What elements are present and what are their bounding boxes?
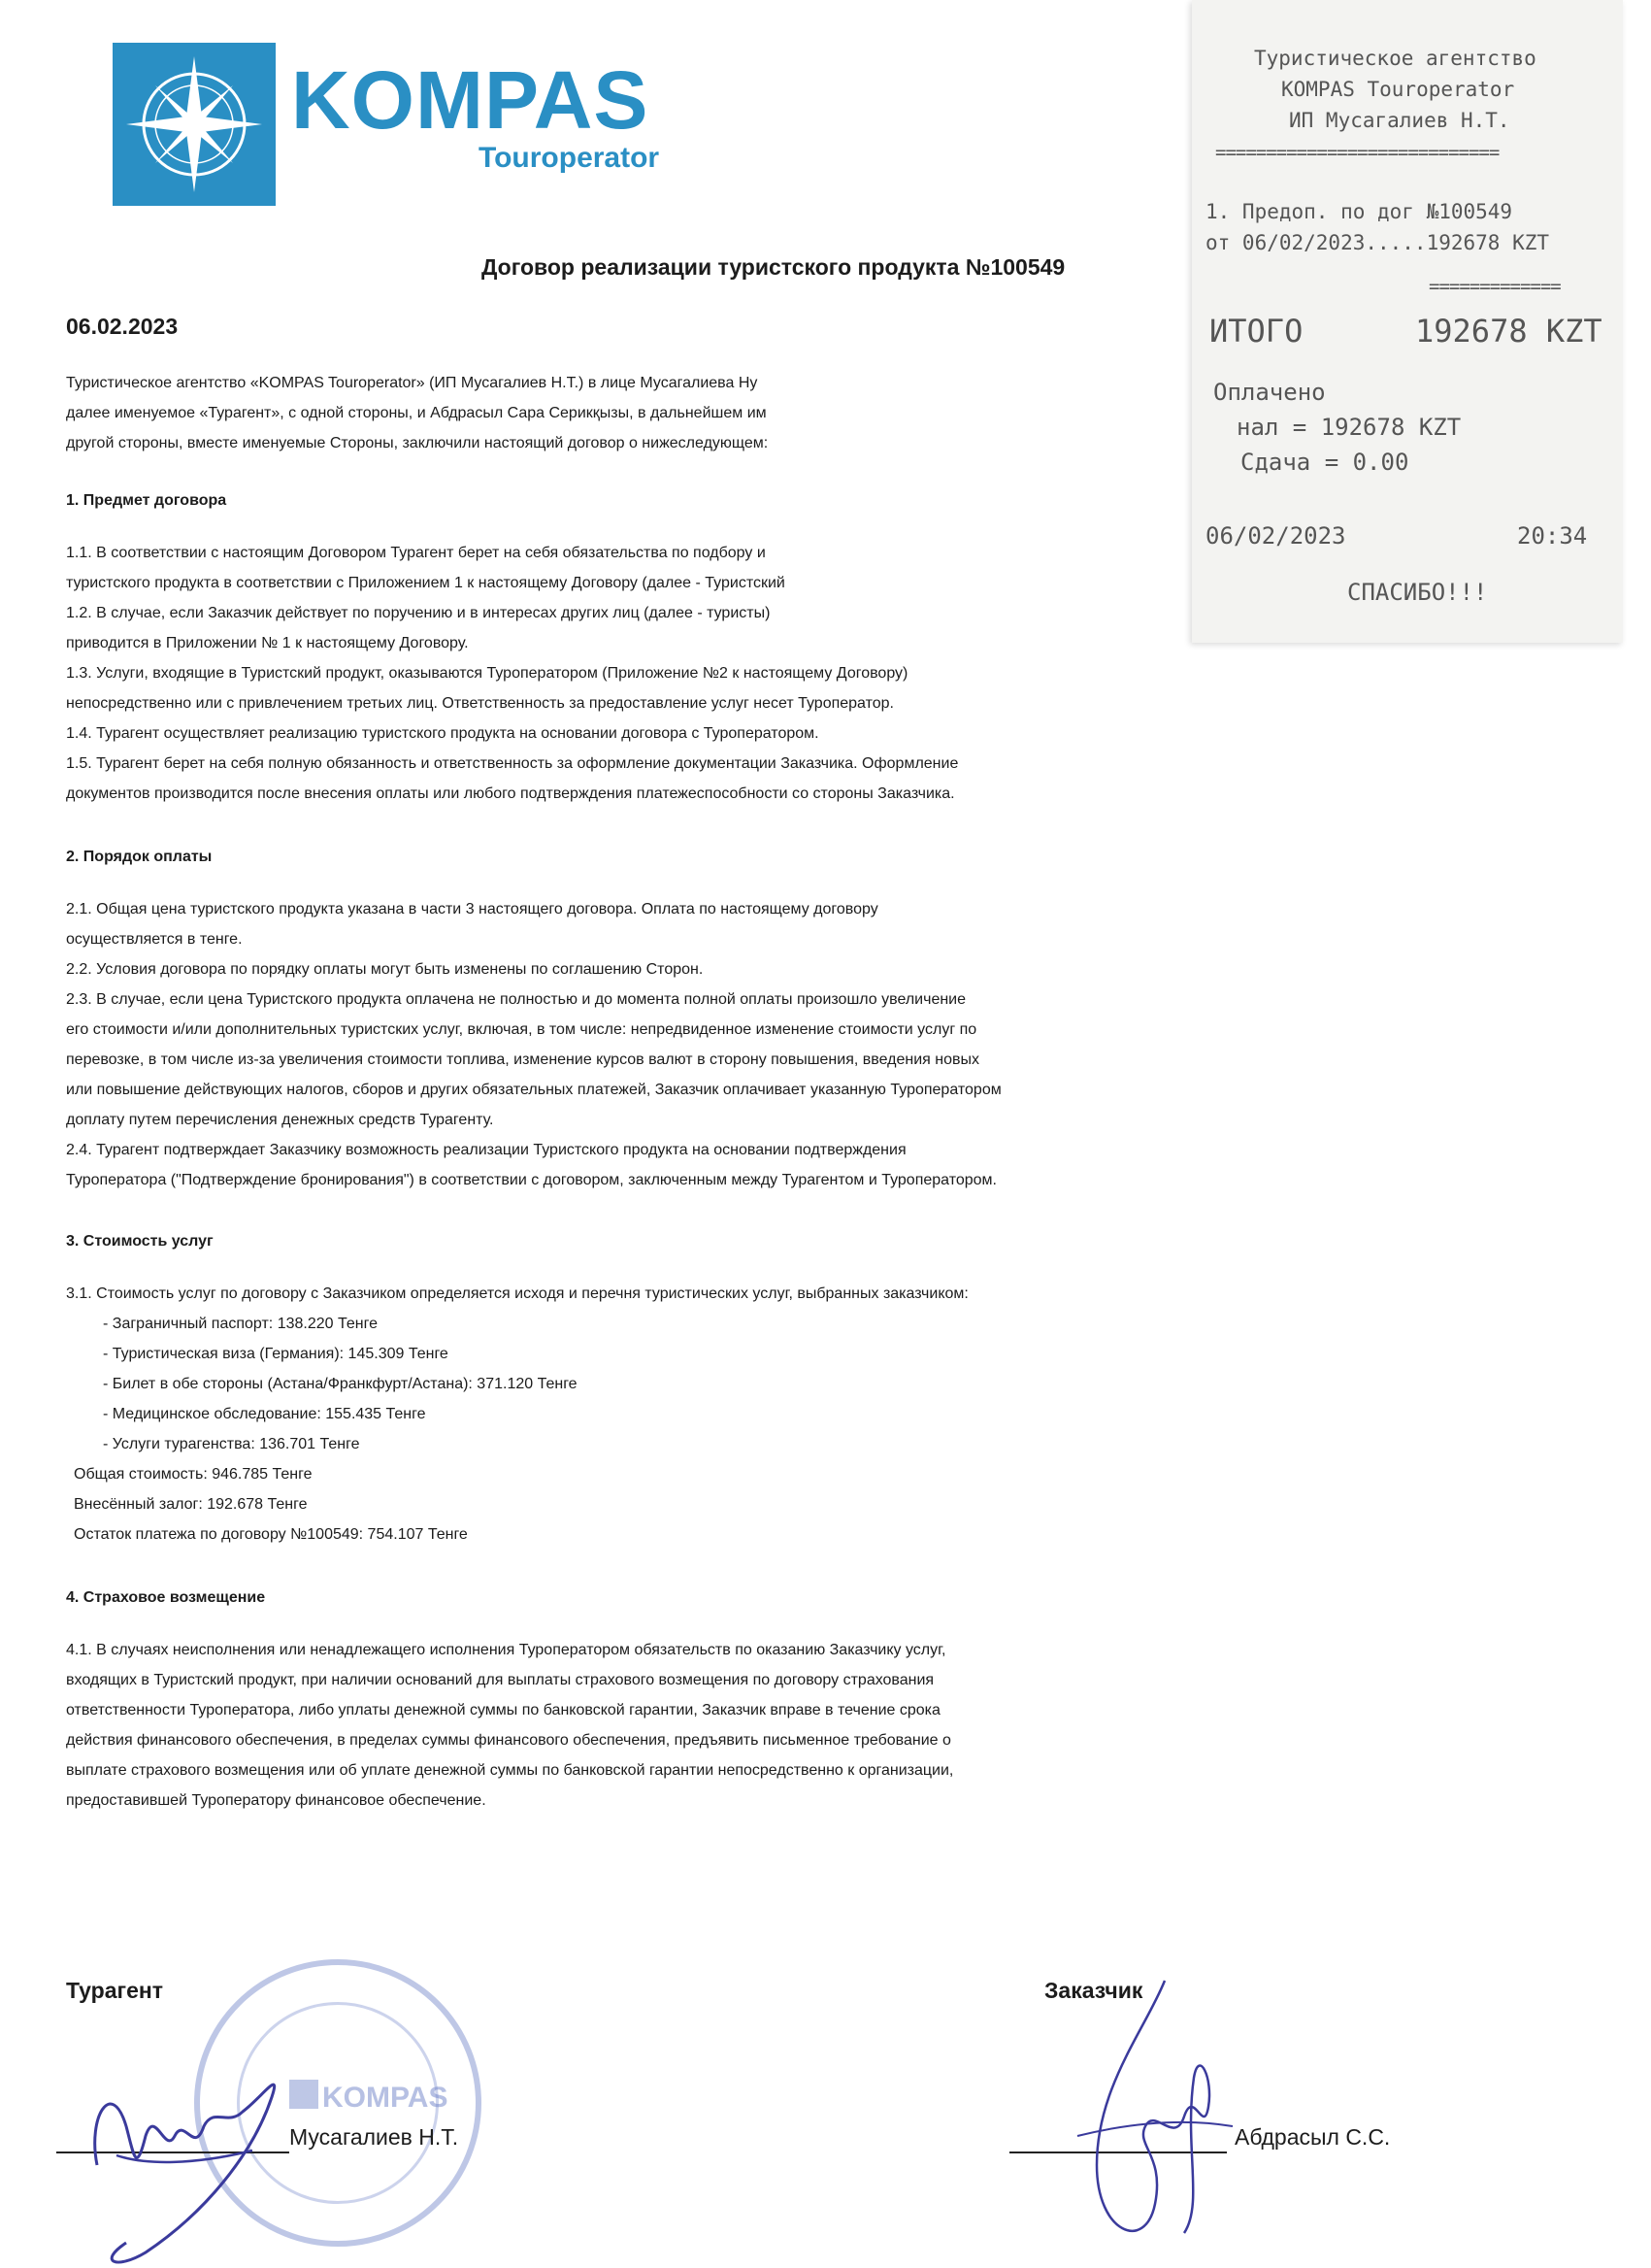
section-line: 3.1. Стоимость услуг по договору с Заказчиком определяется исходя и перечня туристических услуг, выбранных заказчиком: xyxy=(66,1285,969,1302)
section-line: документов производится после внесения оплаты или любого подтверждения платежеспособности со стороны Заказчика. xyxy=(66,785,955,802)
receipt-change: Сдача = 0.00 xyxy=(1240,449,1409,476)
section-line: действия финансового обеспечения, в пределах суммы финансового обеспечения, предъявить письменное требование о xyxy=(66,1732,951,1749)
cost-item: - Заграничный паспорт: 138.220 Тенге xyxy=(103,1316,378,1332)
intro-line: другой стороны, вместе именуемые Стороны, заключили настоящий договор о нижеследующем: xyxy=(66,435,769,451)
intro-line: Туристическое агентство «KOMPAS Touroperator» (ИП Мусагалиев Н.Т.) в лице Мусагалиева Ну xyxy=(66,375,758,391)
document-date: 06.02.2023 xyxy=(66,314,179,339)
cost-item: - Билет в обе стороны (Астана/Франкфурт/Астана): 371.120 Тенге xyxy=(103,1376,578,1392)
receipt-company: KOMPAS Touroperator xyxy=(1281,78,1515,101)
receipt-separator: ============================ xyxy=(1215,142,1500,163)
receipt-agency: Туристическое агентство xyxy=(1254,47,1536,70)
section-line: 1.4. Турагент осуществляет реализацию туристского продукта на основании договора с Туроператором. xyxy=(66,725,819,742)
document-title: Договор реализации туристского продукта №100549 xyxy=(481,254,1066,280)
receipt-total-value: 192678 KZT xyxy=(1415,313,1602,350)
section-line: 2.4. Турагент подтверждает Заказчику возможность реализации Туристского продукта на основании подтверждения xyxy=(66,1142,907,1158)
section-line: доплату путем перечисления денежных средств Турагенту. xyxy=(66,1112,494,1128)
intro-line: далее именуемое «Турагент», с одной стороны, и Абдрасыл Сара Серикқызы, в дальнейшем им xyxy=(66,405,767,421)
cost-balance: Остаток платежа по договору №100549: 754.107 Тенге xyxy=(74,1526,468,1543)
compass-rose-icon xyxy=(113,43,276,206)
receipt-total-label: ИТОГО xyxy=(1209,313,1304,350)
section-line: его стоимости и/или дополнительных туристских услуг, включая, в том числе: непредвиденное изменение стоимости услуг по xyxy=(66,1021,977,1038)
section-line: входящих в Туристский продукт, при наличии оснований для выплаты страхового возмещения по договору страхования xyxy=(66,1672,935,1688)
section-line: 4.1. В случаях неисполнения или ненадлежащего исполнения Туроператором обязательств по оказанию Заказчику услуг, xyxy=(66,1642,946,1658)
client-name: Абдрасыл С.С. xyxy=(1235,2124,1391,2150)
receipt-item-date: от 06/02/2023.....192678 KZT xyxy=(1205,231,1550,254)
cost-item: - Медицинское обследование: 155.435 Тенге xyxy=(103,1406,426,1422)
section-heading: 1. Предмет договора xyxy=(66,492,227,509)
receipt-owner: ИП Мусагалиев Н.Т. xyxy=(1289,109,1510,132)
receipt-time: 20:34 xyxy=(1517,522,1588,550)
client-label: Заказчик xyxy=(1044,1978,1143,2003)
section-heading: 2. Порядок оплаты xyxy=(66,849,213,865)
section-heading: 3. Стоимость услуг xyxy=(66,1233,214,1250)
cost-total: Общая стоимость: 946.785 Тенге xyxy=(74,1466,313,1483)
section-line: ответственности Туроператора, либо уплаты денежной суммы по банковской гарантии, Заказчик вправе в течение срока xyxy=(66,1702,941,1718)
cost-deposit: Внесённый залог: 192.678 Тенге xyxy=(74,1496,308,1513)
agent-name: Мусагалиев Н.Т. xyxy=(289,2124,459,2150)
section-4 xyxy=(66,1589,1561,1822)
section-line: перевозке, в том числе из-за увеличения стоимости топлива, изменение курсов валют в сторону повышения, введения новых xyxy=(66,1051,979,1068)
section-line: 2.2. Условия договора по порядку оплаты могут быть изменены по соглашению Сторон. xyxy=(66,961,704,978)
client-signature-icon xyxy=(1039,1971,1262,2262)
section-line: приводится в Приложении № 1 к настоящему Договору. xyxy=(66,635,469,651)
logo-brand: KOMPAS xyxy=(291,54,649,146)
section-2 xyxy=(66,849,1561,1202)
section-line: туристского продукта в соответствии с Приложением 1 к настоящему Договору (далее - Туристский xyxy=(66,575,785,591)
section-3 xyxy=(66,1233,1561,1556)
receipt-item: 1. Предоп. по дог №100549 xyxy=(1205,200,1513,223)
section-heading: 4. Страховое возмещение xyxy=(66,1589,266,1606)
payment-receipt xyxy=(1192,0,1623,643)
section-line: 1.1. В соответствии с настоящим Договором Турагент берет на себя обязательства по подбору и xyxy=(66,545,766,561)
agent-signature-icon xyxy=(58,2019,311,2268)
receipt-paid-label: Оплачено xyxy=(1213,379,1326,406)
section-line: Туроператора ("Подтверждение бронирования") в соответствии с договором, заключенным между Турагентом и Туроператором. xyxy=(66,1172,997,1188)
section-line: непосредственно или с привлечением третьих лиц. Ответственность за предоставление услуг несет Туроператор. xyxy=(66,695,894,712)
section-line: осуществляется в тенге. xyxy=(66,931,243,948)
section-line: 1.3. Услуги, входящие в Туристский продукт, оказываются Туроператором (Приложение №2 к настоящему Договору) xyxy=(66,665,908,682)
section-line: предоставившей Туроператору финансовое обеспечение. xyxy=(66,1792,486,1809)
section-line: выплате страхового возмещения или об уплате денежной суммы по банковской гарантии непосредственно к организации, xyxy=(66,1762,954,1779)
section-line: или повышение действующих налогов, сборов и других обязательных платежей, Заказчик оплачивает указанную Туроператором xyxy=(66,1082,1002,1098)
section-line: 2.3. В случае, если цена Туристского продукта оплачена не полностью и до момента полной оплаты произошло увеличение xyxy=(66,991,967,1008)
section-line: 2.1. Общая цена туристского продукта указана в части 3 настоящего договора. Оплата по настоящему договору xyxy=(66,901,878,917)
receipt-date: 06/02/2023 xyxy=(1205,522,1346,550)
cost-item: - Туристическая виза (Германия): 145.309 Тенге xyxy=(103,1346,448,1362)
section-line: 1.5. Турагент берет на себя полную обязанность и ответственность за оформление документации Заказчика. Оформление xyxy=(66,755,959,772)
receipt-cash: нал = 192678 KZT xyxy=(1237,414,1462,441)
logo-subtitle: Touroperator xyxy=(479,142,660,174)
receipt-thanks: СПАСИБО!!! xyxy=(1347,579,1488,606)
logo-compass-icon xyxy=(113,43,276,206)
svg-text:KOMPAS: KOMPAS xyxy=(322,2082,448,2114)
receipt-separator: ============= xyxy=(1429,276,1561,297)
section-line: 1.2. В случае, если Заказчик действует по поручению и в интересах других лиц (далее - туристы) xyxy=(66,605,771,621)
agent-label: Турагент xyxy=(66,1978,164,2003)
cost-item: - Услуги турагенства: 136.701 Тенге xyxy=(103,1436,360,1452)
